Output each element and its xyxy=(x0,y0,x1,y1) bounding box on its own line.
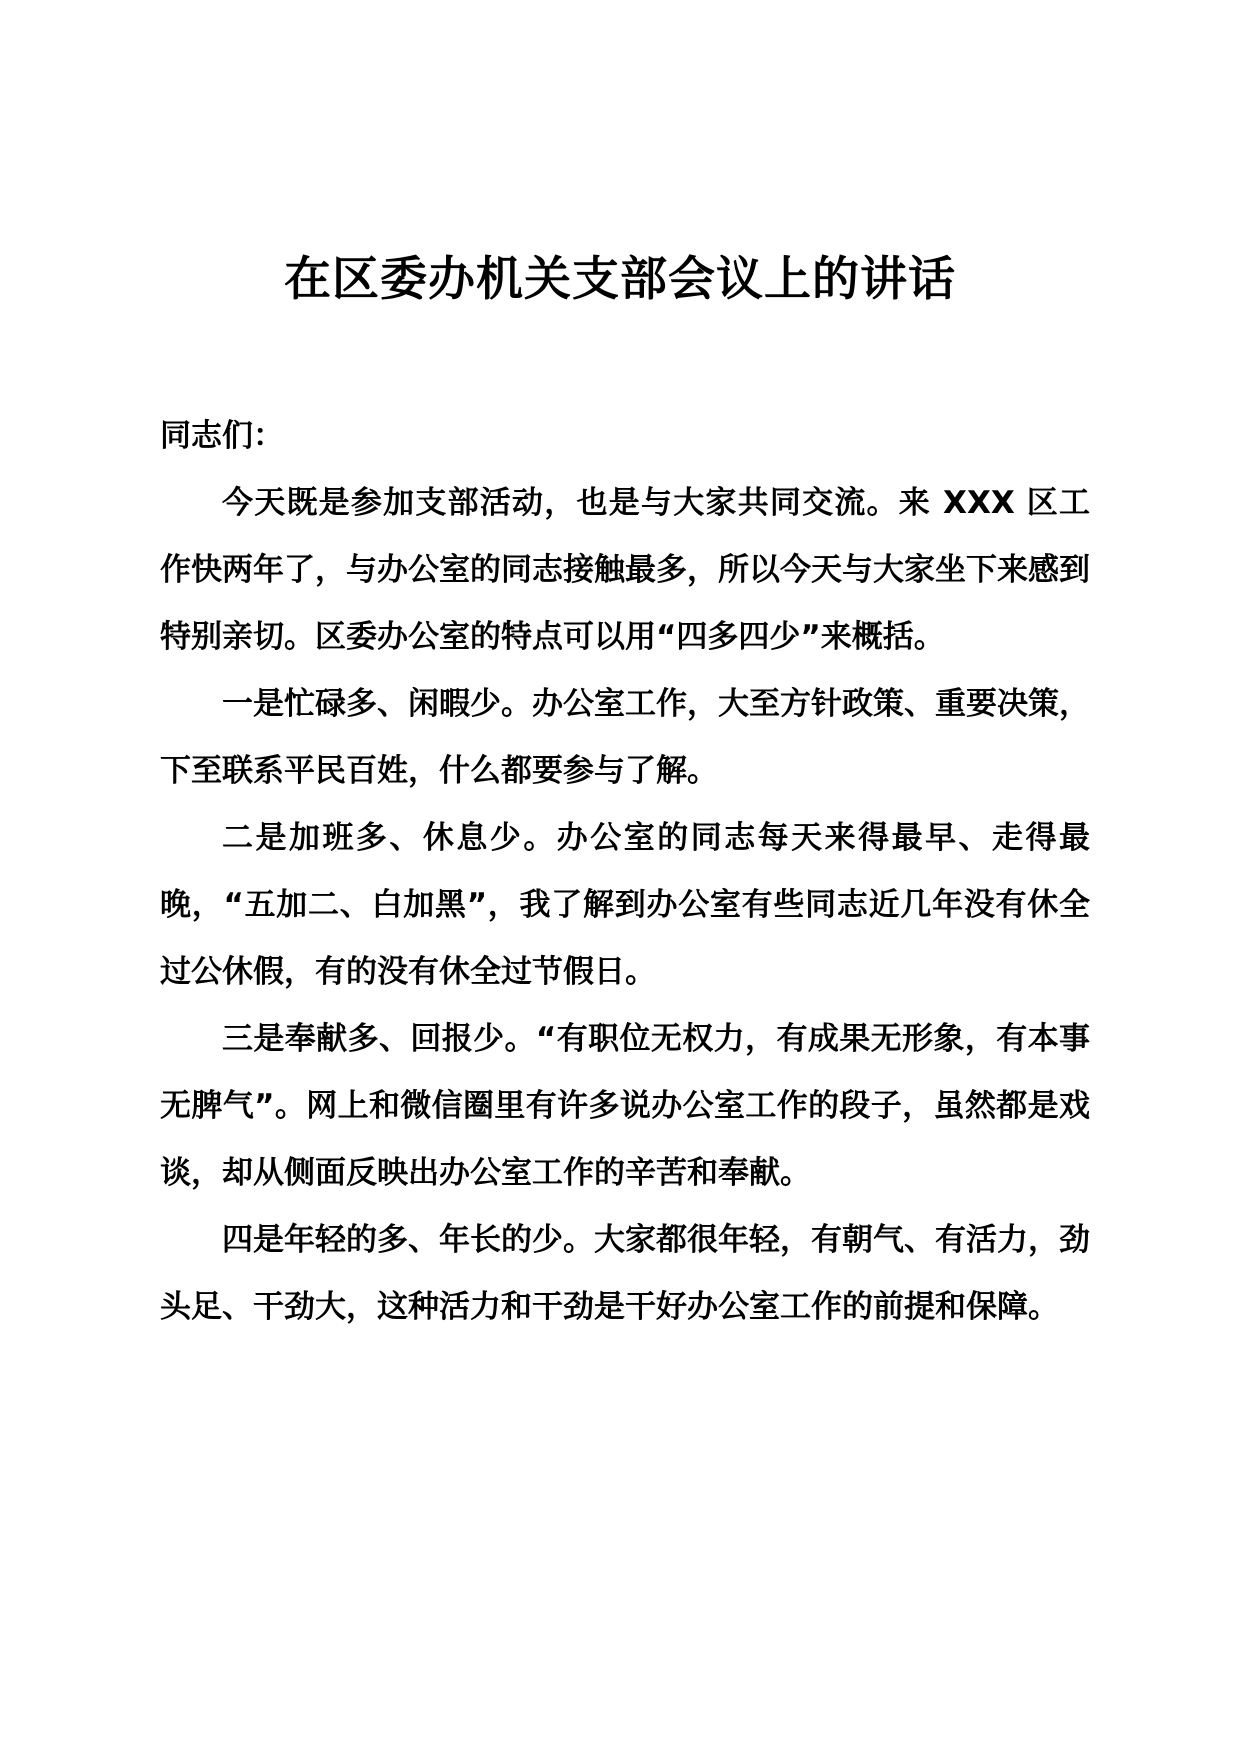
paragraph-point-3: 三是奉献多、回报少。“有职位无权力，有成果无形象，有本事无脾气”。网上和微信圈里有许多说办公室工作的段子，虽然都是戏谈，却从侧面反映出办公室工作的辛苦和奉献。 xyxy=(160,1021,1090,1191)
paragraph-point-2: 二是加班多、休息少。办公室的同志每天来得最早、走得最晚，“五加二、白加黑”，我了解到办公室有些同志近几年没有休全过公休假，有的没有休全过节假日。 xyxy=(160,820,1090,990)
salutation: 同志们： xyxy=(160,418,284,454)
document-title: 在区委办机关支部会议上的讲话 xyxy=(284,252,956,307)
paragraph-point-1: 一是忙碌多、闲暇少。办公室工作，大至方针政策、重要决策，下至联系平民百姓，什么都要参与了解。 xyxy=(160,686,1090,789)
paragraph-intro: 今天既是参加支部活动，也是与大家共同交流。来 XXX 区工作快两年了，与办公室的同志接触最多，所以今天与大家坐下来感到特别亲切。区委办公室的特点可以用“四多四少”来概括。 xyxy=(160,485,1090,655)
paragraph-point-4: 四是年轻的多、年长的少。大家都很年轻，有朝气、有活力，劲头足、干劲大，这种活力和干劲是干好办公室工作的前提和保障。 xyxy=(160,1222,1090,1325)
document-body xyxy=(160,403,1090,1341)
